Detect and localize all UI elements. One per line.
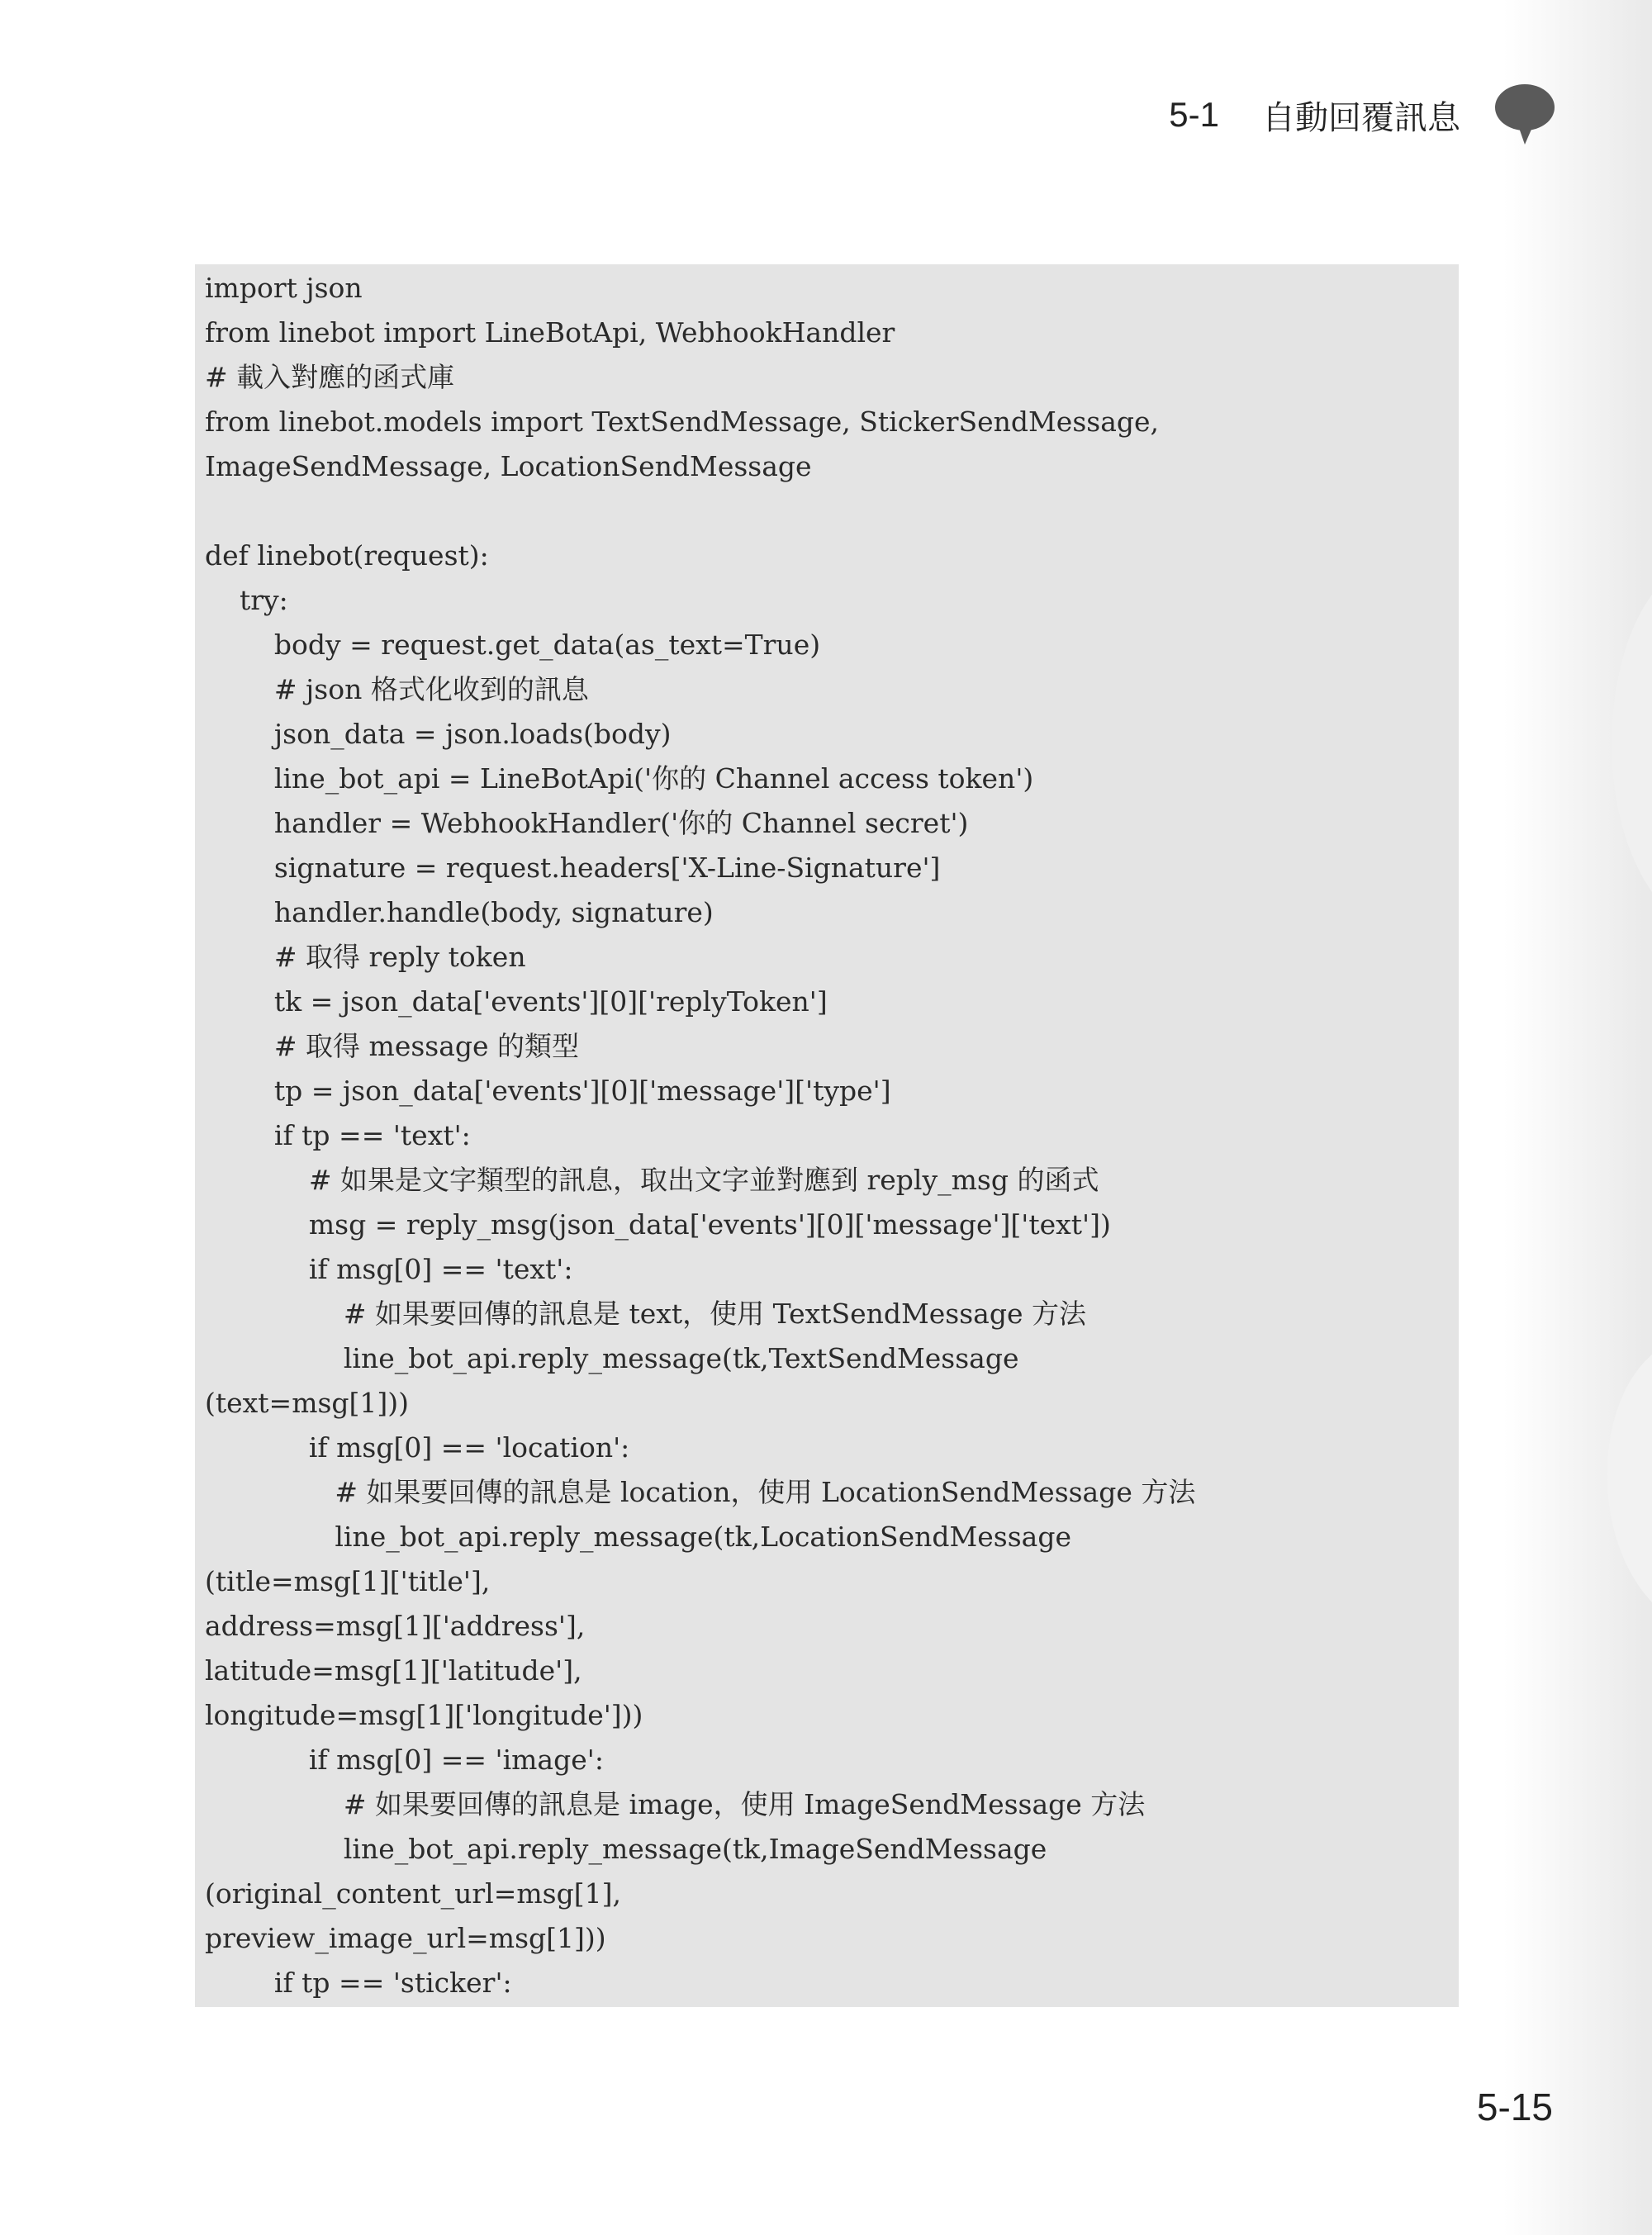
code-line: # 載入對應的函式庫 (205, 361, 455, 393)
code-line: body = request.get_data(as_text=True) (205, 629, 821, 661)
code-line: (title=msg[1]['title'], (205, 1565, 491, 1597)
code-line: latitude=msg[1]['latitude'], (205, 1654, 582, 1687)
code-line: try: (205, 584, 288, 616)
code-line: # 如果要回傳的訊息是 image，使用 ImageSendMessage 方法 (205, 1788, 1146, 1820)
speech-bubble-icon (1493, 83, 1556, 145)
code-line: if msg[0] == 'text': (205, 1253, 573, 1285)
code-line: from linebot.models import TextSendMessage, StickerSendMessage, (205, 406, 1160, 438)
code-line: # 如果是文字類型的訊息，取出文字並對應到 reply_msg 的函式 (205, 1164, 1099, 1196)
code-line: line_bot_api.reply_message(tk,TextSendMessage (205, 1342, 1019, 1374)
code-line: signature = request.headers['X-Line-Signature'] (205, 852, 941, 884)
code-line: line_bot_api = LineBotApi('你的 Channel access token') (205, 762, 1034, 795)
code-line: json_data = json.loads(body) (205, 718, 672, 750)
code-line: # 取得 message 的類型 (205, 1030, 580, 1062)
code-line: if msg[0] == 'image': (205, 1744, 604, 1776)
code-line: tk = json_data['events'][0]['replyToken'] (205, 985, 828, 1018)
code-line: tp = json_data['events'][0]['message']['type'] (205, 1075, 891, 1107)
code-line: if tp == 'sticker': (205, 1967, 512, 1999)
code-line: def linebot(request): (205, 539, 489, 572)
code-line: preview_image_url=msg[1])) (205, 1922, 606, 1954)
code-line: # json 格式化收到的訊息 (205, 673, 589, 705)
code-line: handler.handle(body, signature) (205, 896, 714, 928)
code-line: if tp == 'text': (205, 1119, 471, 1151)
code-line: line_bot_api.reply_message(tk,LocationSendMessage (205, 1521, 1072, 1553)
code-line: longitude=msg[1]['longitude'])) (205, 1699, 643, 1731)
code-line: # 取得 reply token (205, 941, 526, 973)
running-header (1169, 89, 1460, 140)
code-line: msg = reply_msg(json_data['events'][0]['message']['text']) (205, 1208, 1111, 1241)
section-number: 5-1 (1169, 95, 1219, 134)
code-block (205, 266, 1195, 2005)
code-line: (text=msg[1])) (205, 1387, 410, 1419)
code-line: # 如果要回傳的訊息是 text，使用 TextSendMessage 方法 (205, 1298, 1086, 1330)
code-line: from linebot import LineBotApi, WebhookHandler (205, 316, 895, 349)
code-line: ImageSendMessage, LocationSendMessage (205, 450, 812, 482)
code-line: line_bot_api.reply_message(tk,ImageSendMessage (205, 1833, 1047, 1865)
code-line: handler = WebhookHandler('你的 Channel secret') (205, 807, 969, 839)
section-title: 自動回覆訊息 (1262, 98, 1460, 137)
code-line: # 如果要回傳的訊息是 location，使用 LocationSendMessage 方法 (205, 1476, 1196, 1508)
code-line: address=msg[1]['address'], (205, 1610, 586, 1642)
code-line: (original_content_url=msg[1], (205, 1877, 621, 1910)
code-line: import json (205, 272, 363, 304)
page-number: 5-15 (1476, 2086, 1553, 2128)
code-line (205, 489, 1195, 534)
code-line: if msg[0] == 'location': (205, 1431, 630, 1464)
